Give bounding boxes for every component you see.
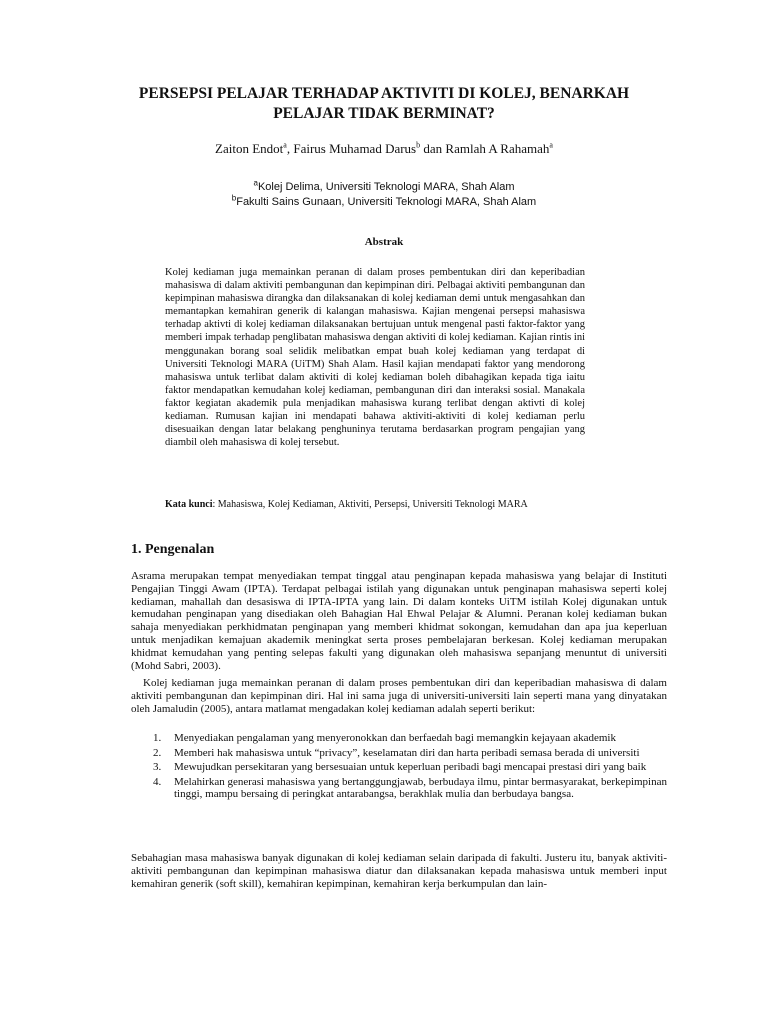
affiliation-text: Fakulti Sains Gunaan, Universiti Teknologi MARA, Shah Alam (236, 196, 537, 208)
affiliation-mark: b (231, 193, 237, 203)
author-affiliation-mark: a (283, 140, 287, 150)
list-number: 3. (153, 761, 162, 774)
affiliation-text: Kolej Delima, Universiti Teknologi MARA, Shah Alam (257, 181, 515, 193)
abstract-text: Kolej kediaman juga memainkan peranan di dalam proses pembentukan diri dan keperibadian mahasiswa di dalam aktiviti pembangunan dan kepimpinan diri. Pelbagai aktiviti pembangunan dan kepimpinan mahasiswa dirangka dan dilaksanakan di kolej kediaman demi untuk mengasahkan dan memantapkan kemahiran generik di kalangan mahasiswa. Kajian mengenai persepsi mahasiswa terhadap aktivti di kolej kediaman dilaksanakan bertujuan untuk mengenal pasti faktor-faktor yang memberi impak terhadap penglibatan mahasiswa dengan aktiviti di kolej kediaman. Kajian rintis ini menggunakan borang soal selidik melibatkan empat buah kolej kediaman yang terdapat di Universiti Teknologi MARA (UiTM) Shah Alam. Hasil kajian mendapati faktor yang mendorong mahasiswa untuk terlibat dalam aktiviti di kolej kediaman boleh dibahagikan kepada tiga iaitu faktor mendapatkan kemudahan kolej kediaman, pembangunan diri dan interaksi sosial. Manakala faktor kegiatan akademik pula menjadikan mahasiswa kurang terlibat dengan aktivti di kolej kediaman. Rumusan kajian ini mendapati bahawa aktiviti-aktiviti di kolej kediaman perlu disesuaikan dengan latar belakang penghuninya terutama berdasarkan program pengajian yang diambil oleh mahasiswa di kolej tersebut. (165, 267, 585, 449)
author-affiliation-mark: b (416, 140, 421, 150)
keywords-label: Kata kunci (165, 499, 213, 510)
body-paragraph: Asrama merupakan tempat menyediakan tempat tinggal atau penginapan kepada mahasiswa yang belajar di Instituti Pengajian Tinggi Awam (IPTA). Terdapat pelbagai istilah yang digunakan untuk penginapan mahasiswa seperti kolej kediaman, mahallah dan desasiswa di IPTA-IPTA yang lain. Di dalam konteks UiTM istilah Kolej digunakan untuk kemudahan penginapan yang disediakan oleh Bahagian Hal Ehwal Pelajar & Alumni. Peranan kolej kediaman bukan sahaja menyediakan perkhidmatan penginapan yang memberi khidmat sokongan, kemudahan dan apa jua keperluan untuk menjadikan kemajuan akademik meningkat serta proses pembelajaran berkesan. Kolej kediaman merupakan khidmat kemudahan yang penting selepas fakulti yang digunakan oleh mahasiswa sepanjang menuntut di universiti (Mohd Sabri, 2003). (131, 570, 667, 672)
abstract-heading: Abstrak (364, 236, 404, 248)
body-paragraph: Sebahagian masa mahasiswa banyak digunakan di kolej kediaman selain daripada di fakulti. Justeru itu, banyak aktiviti-aktiviti pembangunan dan kepimpinan mahasiswa diatur dan dilaksanakan kepada mahasiswa untuk memberi input kemahiran generik (soft skill), kemahiran kepimpinan, kemahiran kerja berkumpulan dan lain- (131, 852, 667, 890)
list-item (131, 732, 667, 745)
author-name: Zaiton Endot (215, 141, 284, 156)
keywords (165, 498, 605, 511)
author-name: Fairus Muhamad Darus (293, 141, 417, 156)
affiliation-line (0, 180, 768, 195)
affiliation-mark: a (253, 178, 258, 188)
author-affiliation-mark: a (549, 140, 553, 150)
list-number: 4. (153, 775, 162, 788)
author-separator: , (286, 141, 294, 156)
list-item-text: Mewujudkan persekitaran yang bersesuaian untuk keperluan peribadi bagi mencapai prestasi diri yang baik (174, 761, 647, 774)
numbered-list (131, 732, 667, 803)
list-item (131, 776, 667, 801)
author-separator: dan (420, 141, 446, 156)
list-item-text: Menyediakan pengalaman yang menyeronokkan dan berfaedah bagi memangkin kejayaan akademik (174, 732, 616, 744)
affiliation-line (0, 195, 768, 210)
body-paragraph: Kolej kediaman juga memainkan peranan di dalam proses pembentukan diri dan keperibadian mahasiswa di dalam aktiviti pembangunan dan kepimpinan diri. Hal ini sama juga di universiti-universiti lain seperti mana yang dinyatakan oleh Jamaludin (2005), antara matlamat mengadakan kolej kediaman adalah seperti berikut: (131, 677, 667, 715)
list-item-text: Melahirkan generasi mahasiswa yang bertanggungjawab, berbudaya ilmu, pintar bermasyarakat, berkepimpinan tinggi, mampu bersaing di peringkat antarabangsa, berakhlak mulia dan berbudaya bangsa. (174, 775, 667, 801)
affiliations (0, 180, 768, 210)
section-heading: 1. Pengenalan (131, 542, 215, 557)
keywords-text: : Mahasiswa, Kolej Kediaman, Aktiviti, Persepsi, Universiti Teknologi MARA (212, 499, 528, 510)
list-item (131, 747, 667, 760)
list-item (131, 761, 667, 774)
list-item-text: Memberi hak mahasiswa untuk “privacy”, keselamatan diri dan harta peribadi semasa berada di universiti (174, 746, 640, 759)
author-name: Ramlah A Rahamah (445, 141, 550, 156)
list-number: 1. (153, 732, 162, 744)
author-line (0, 141, 768, 157)
list-number: 2. (153, 746, 162, 759)
paper-title: PERSEPSI PELAJAR TERHADAP AKTIVITI DI KOLEJ, BENARKAH PELAJAR TIDAK BERMINAT? (138, 85, 630, 122)
